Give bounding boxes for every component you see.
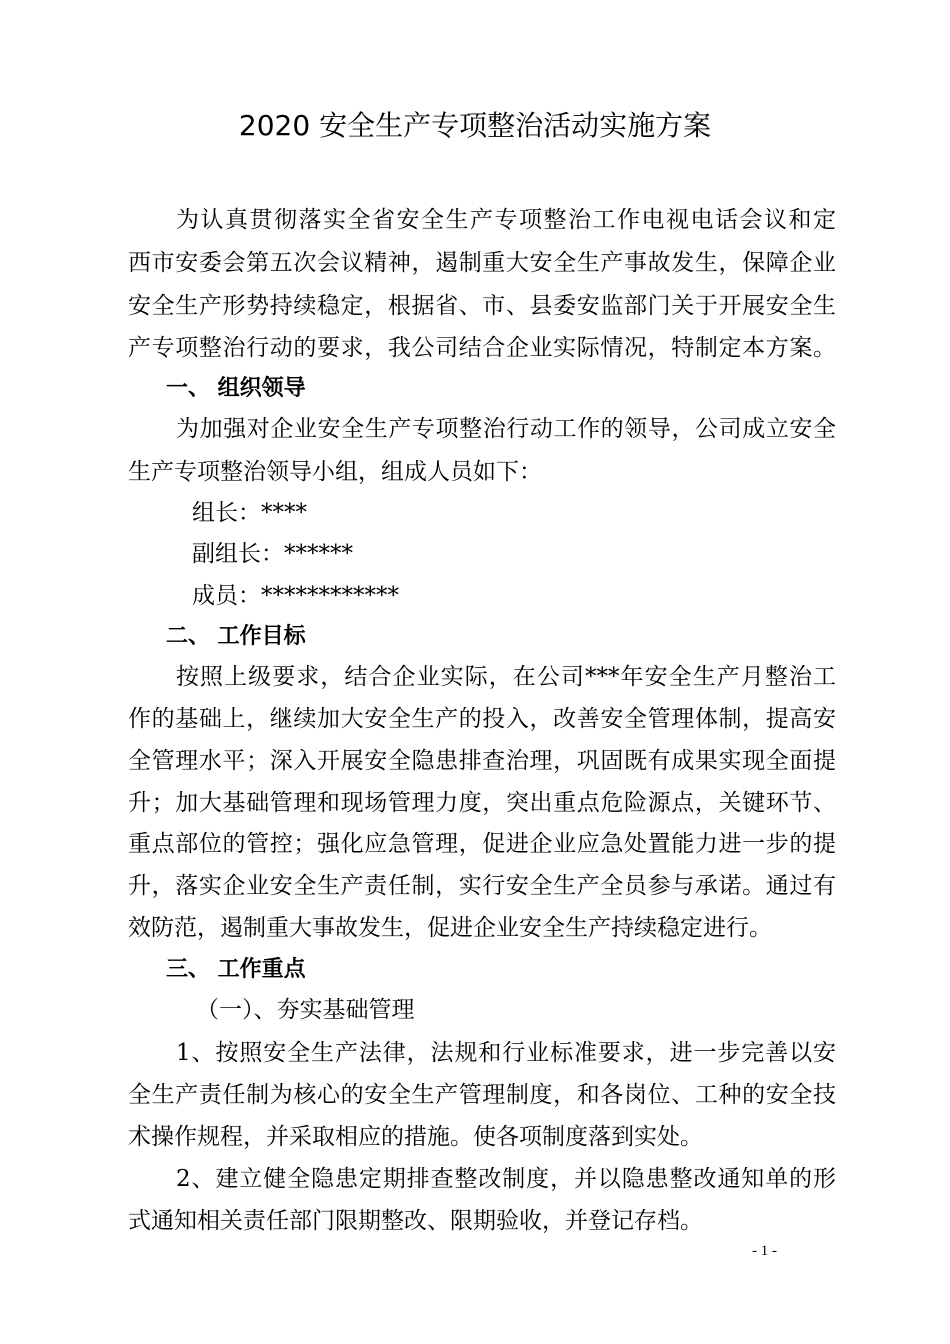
- page-number: - 1 -: [752, 1243, 777, 1259]
- paragraph-line: 1、按照安全生产法律，法规和行业标准要求，进一步完善以安: [176, 1040, 836, 1066]
- member-deputy-leader: 副组长：******: [192, 541, 353, 567]
- paragraph-line: 作的基础上，继续加大安全生产的投入，改善安全管理体制，提高安: [128, 706, 836, 732]
- paragraph-line: 全生产责任制为核心的安全生产管理制度，和各岗位、工种的安全技: [128, 1082, 836, 1108]
- intro-line: 西市安委会第五次会议精神，遏制重大安全生产事故发生，保障企业: [128, 250, 836, 276]
- intro-line: 产专项整治行动的要求，我公司结合企业实际情况，特制定本方案。: [128, 335, 836, 361]
- paragraph-line: 式通知相关责任部门限期整改、限期验收，并登记存档。: [128, 1208, 703, 1234]
- member-members: 成员：************: [192, 583, 399, 609]
- paragraph-line: 生产专项整治领导小组，组成人员如下：: [128, 459, 542, 485]
- intro-line: 为认真贯彻落实全省安全生产专项整治工作电视电话会议和定: [176, 207, 836, 233]
- paragraph-line: 重点部位的管控；强化应急管理，促进企业应急处置能力进一步的提: [128, 831, 836, 857]
- intro-line: 安全生产形势持续稳定，根据省、市、县委安监部门关于开展安全生: [128, 293, 836, 319]
- section-heading-goals: 二、 工作目标: [166, 624, 306, 649]
- paragraph-line: 全管理水平；深入开展安全隐患排查治理，巩固既有成果实现全面提: [128, 748, 836, 774]
- paragraph-line: 升；加大基础管理和现场管理力度，突出重点危险源点，关键环节、: [128, 790, 836, 816]
- paragraph-line: 2、建立健全隐患定期排查整改制度，并以隐患整改通知单的形: [176, 1166, 836, 1192]
- section-heading-organization: 一、 组织领导: [166, 376, 306, 401]
- member-leader: 组长：****: [192, 500, 307, 526]
- paragraph-line: 为加强对企业安全生产专项整治行动工作的领导，公司成立安全: [176, 416, 836, 442]
- paragraph-line: 按照上级要求，结合企业实际，在公司***年安全生产月整治工: [176, 664, 836, 690]
- section-heading-key-tasks: 三、 工作重点: [166, 957, 306, 982]
- subsection-heading: （一）、夯实基础管理: [196, 997, 415, 1023]
- paragraph-line: 效防范，遏制重大事故发生，促进企业安全生产持续稳定进行。: [128, 915, 772, 941]
- document-title: 2020 安全生产专项整治活动实施方案: [238, 109, 712, 142]
- paragraph-line: 术操作规程，并采取相应的措施。使各项制度落到实处。: [128, 1124, 703, 1150]
- paragraph-line: 升，落实企业安全生产责任制，实行安全生产全员参与承诺。通过有: [128, 873, 836, 899]
